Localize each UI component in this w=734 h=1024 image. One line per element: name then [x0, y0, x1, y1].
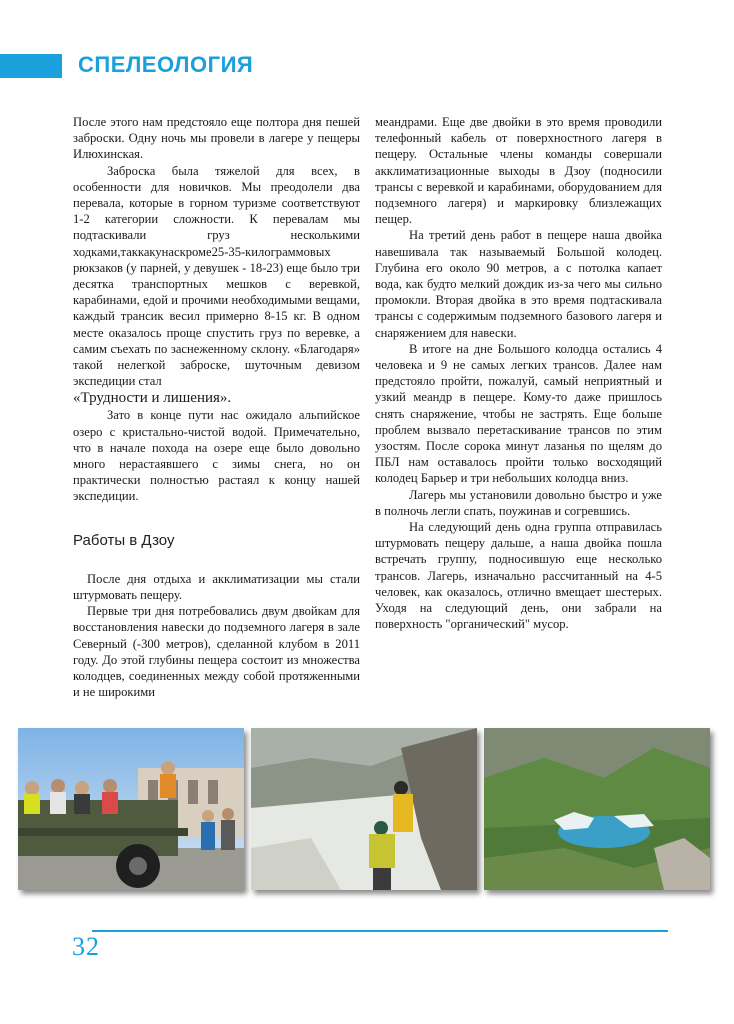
right-paragraph-1: меандрами. Еще две двойки в это время проводили телефонный кабель от поверхностного лагеря в пещеру. Остальные члены команды совершали акклиматизационные выходы в Дзоу (подносили трансы с веревкой и карабинами, оборудованием для подземного лагеря) и маркировку близлежащих пещер.	[375, 115, 662, 227]
right-paragraph-2: На третий день работ в пещере наша двойка навешивала так называемый Большой колодец. Глубина его около 90 метров, а с потолка капает вода, как будто мелкий дождик из-за чего мы сильно промокли. Вторая двойка в это время подтаскивала трансы с содержимым подземного базового лагеря и снаряжением для навески.	[375, 228, 662, 340]
footer-rule	[92, 930, 668, 932]
photo-strip	[18, 728, 720, 898]
header-accent-bar	[0, 54, 62, 78]
subsection-heading: Работы в Дзоу	[73, 531, 175, 549]
photo-alpine-lake	[484, 728, 710, 890]
photo-snow-slope	[251, 728, 477, 890]
photo-truck	[18, 728, 244, 890]
left-paragraph-5: Первые три дня потребовались двум двойкам для восстановления навески до подземного лагеря в зале Северный (-300 метров), сделанной клубом в 2011 году. До этой глубины пещера состоит из множества колодцев, соединенных между собой протяженными и не широкими	[73, 604, 360, 700]
right-paragraph-5: На следующий день одна группа отправилась штурмовать пещеру дальше, а наша двойка пошла встречать группу, подносившую еще несколько трансов. Лагерь, изначально рассчитанный на 4-5 человек, как оказалось, отлично вмещает шестерых. Уходя на следующий день, они забрали на поверхность "органический" мусор.	[375, 520, 662, 632]
section-title: СПЕЛЕОЛОГИЯ	[78, 52, 254, 77]
motto-quote: «Трудности и лишения».	[73, 390, 232, 407]
left-paragraph-4: После дня отдыха и акклиматизации мы стали штурмовать пещеру.	[73, 571, 360, 603]
right-paragraph-3: В итоге на дне Большого колодца остались 4 человека и 9 не самых легких трансов. Далее нам предстояло пройти, пожалуй, самый неприятный и узкий меандр в пещере. Кому-то даже пришлось снять снаряжение, чтобы не застрять. Еще больше проблем вызвало перетаскивание трансов по этим узостям. После сорока минут лазанья по щелям до ПБЛ нам оставалось пройти только восходящий колодец Барьер и три небольших колодца вниз.	[375, 341, 662, 486]
page-number: 32	[72, 932, 100, 961]
right-column	[375, 114, 662, 633]
right-paragraph-4: Лагерь мы установили довольно быстро и уже в полночь легли спать, поужинав и согревшись.	[375, 487, 662, 518]
left-paragraph-3: Зато в конце пути нас ожидало альпийское озеро с кристально-чистой водой. Примечательно, что в начале похода на озере еще было довольно много нерастаявшего с зимы снега, но он практически полностью растаял к концу нашей экспедиции.	[73, 408, 360, 504]
left-paragraph-2: Заброска была тяжелой для всех, в особенности для новичков. Мы преодолели два перевала, которые в горном туризме соответствуют 1-2 категории сложности. К перевалам мы подтаскивали груз несколькими ходками,таккакунаскроме25-35-килограммовых рюкзаков (у парней, у девушек - 18-23) еще было три десятка транспортных мешков с веревкой, карабинами, едой и прочими необходимыми вещами, каждый трансик весил примерно 8-15 кг. В одном месте оказалось проще спустить груз по веревке, а самим съехать по заснеженному склону. «Благодаря» такой нелегкой заброске, шуточным девизом экспедиции стал	[73, 163, 360, 389]
left-paragraph-1: После этого нам предстояло еще полтора дня пешей заброски. Одну ночь мы провели в лагере у пещеры Илюхинская.	[73, 115, 360, 162]
left-column	[73, 114, 360, 701]
